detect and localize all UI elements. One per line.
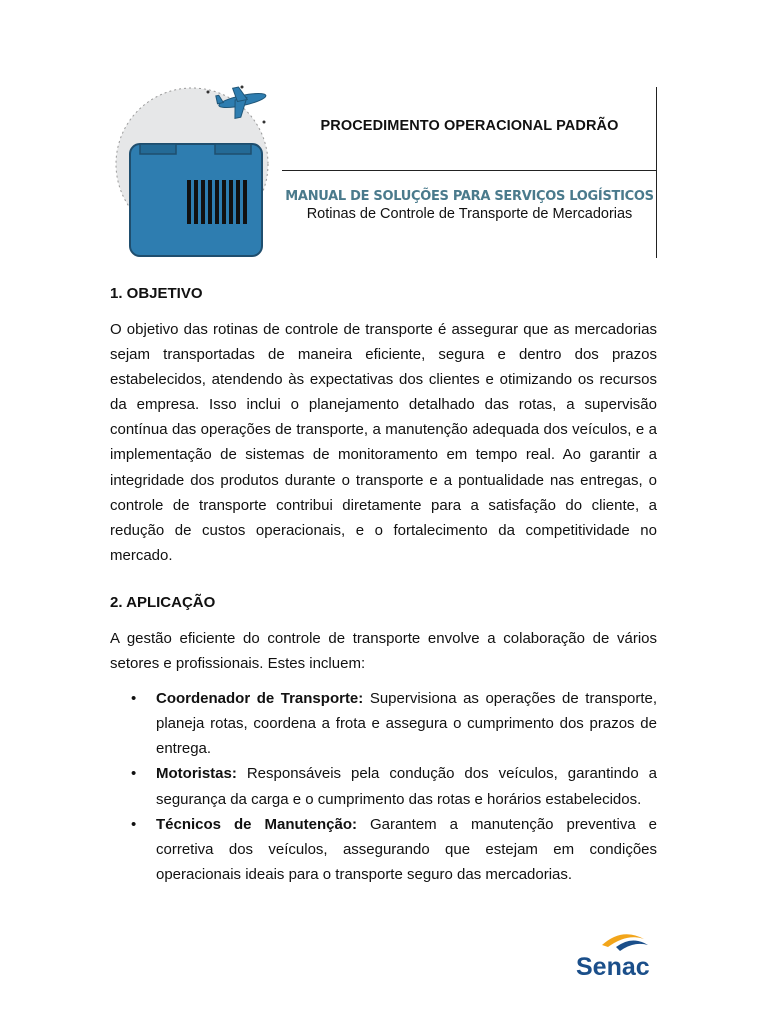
bullet-icon: • xyxy=(131,815,137,833)
cargo-box-airplane-icon xyxy=(112,82,272,260)
section-heading-aplicacao: 2. APLICAÇÃO xyxy=(110,593,216,611)
list-item xyxy=(110,686,657,761)
bullet-icon: • xyxy=(131,690,137,708)
list-item-text: Garantem a manutenção preventiva e corretiva dos veículos, assegurando que estejam em condições operacionais ideais para o transporte seguro das mercadorias. xyxy=(156,815,657,883)
senac-logo xyxy=(572,925,662,981)
objetivo-paragraph: O objetivo das rotinas de controle de transporte é assegurar que as mercadorias sejam transportadas de maneira eficiente, segura e dentro dos prazos estabelecidos, atendendo às expectativas dos clientes e otimizando os recursos da empresa. Isso inclui o planejamento detalhado das rotas, a supervisão contínua das operações de transporte, a manutenção adequada dos veículos, e a implementação de sistemas de monitoramento em tempo real. Ao garantir a integridade dos produtos durante o transporte e a pontualidade nas entregas, o controle de transporte contribui diretamente para a satisfação do cliente, a redução de custos operacionais, e o fortalecimento da competitividade no mercado. xyxy=(110,321,657,564)
manual-subtitle: Rotinas de Controle de Transporte de Mercadorias xyxy=(306,206,633,222)
header-horizontal-divider xyxy=(282,170,657,171)
list-item-text: Responsáveis pela condução dos veículos, garantindo a segurança da carga e o cumprimento das rotas e horários estabelecidos. xyxy=(156,765,657,808)
list-item xyxy=(110,812,657,887)
header-vertical-divider xyxy=(656,87,657,258)
section-heading-objetivo: 1. OBJETIVO xyxy=(110,285,203,302)
document-title: PROCEDIMENTO OPERACIONAL PADRÃO xyxy=(320,118,619,134)
svg-text:Senac: Senac xyxy=(576,953,650,981)
aplicacao-paragraph: A gestão eficiente do controle de transporte envolve a colaboração de vários setores e profissionais. Estes incluem: xyxy=(110,629,657,673)
list-item xyxy=(110,761,657,811)
list-item-term: Motoristas: xyxy=(156,765,237,783)
document-body xyxy=(110,283,657,887)
list-item-term: Técnicos de Manutenção: xyxy=(156,815,357,833)
roles-list xyxy=(110,686,657,887)
manual-title: MANUAL DE SOLUÇÕES PARA SERVIÇOS LOGÍSTICOS xyxy=(285,189,654,204)
list-item-term: Coordenador de Transporte: xyxy=(156,690,364,708)
list-item-text: Supervisiona as operações de transporte, planeja rotas, coordena a frota e assegura o cumprimento dos prazos de entrega. xyxy=(156,690,657,758)
bullet-icon: • xyxy=(131,765,137,783)
